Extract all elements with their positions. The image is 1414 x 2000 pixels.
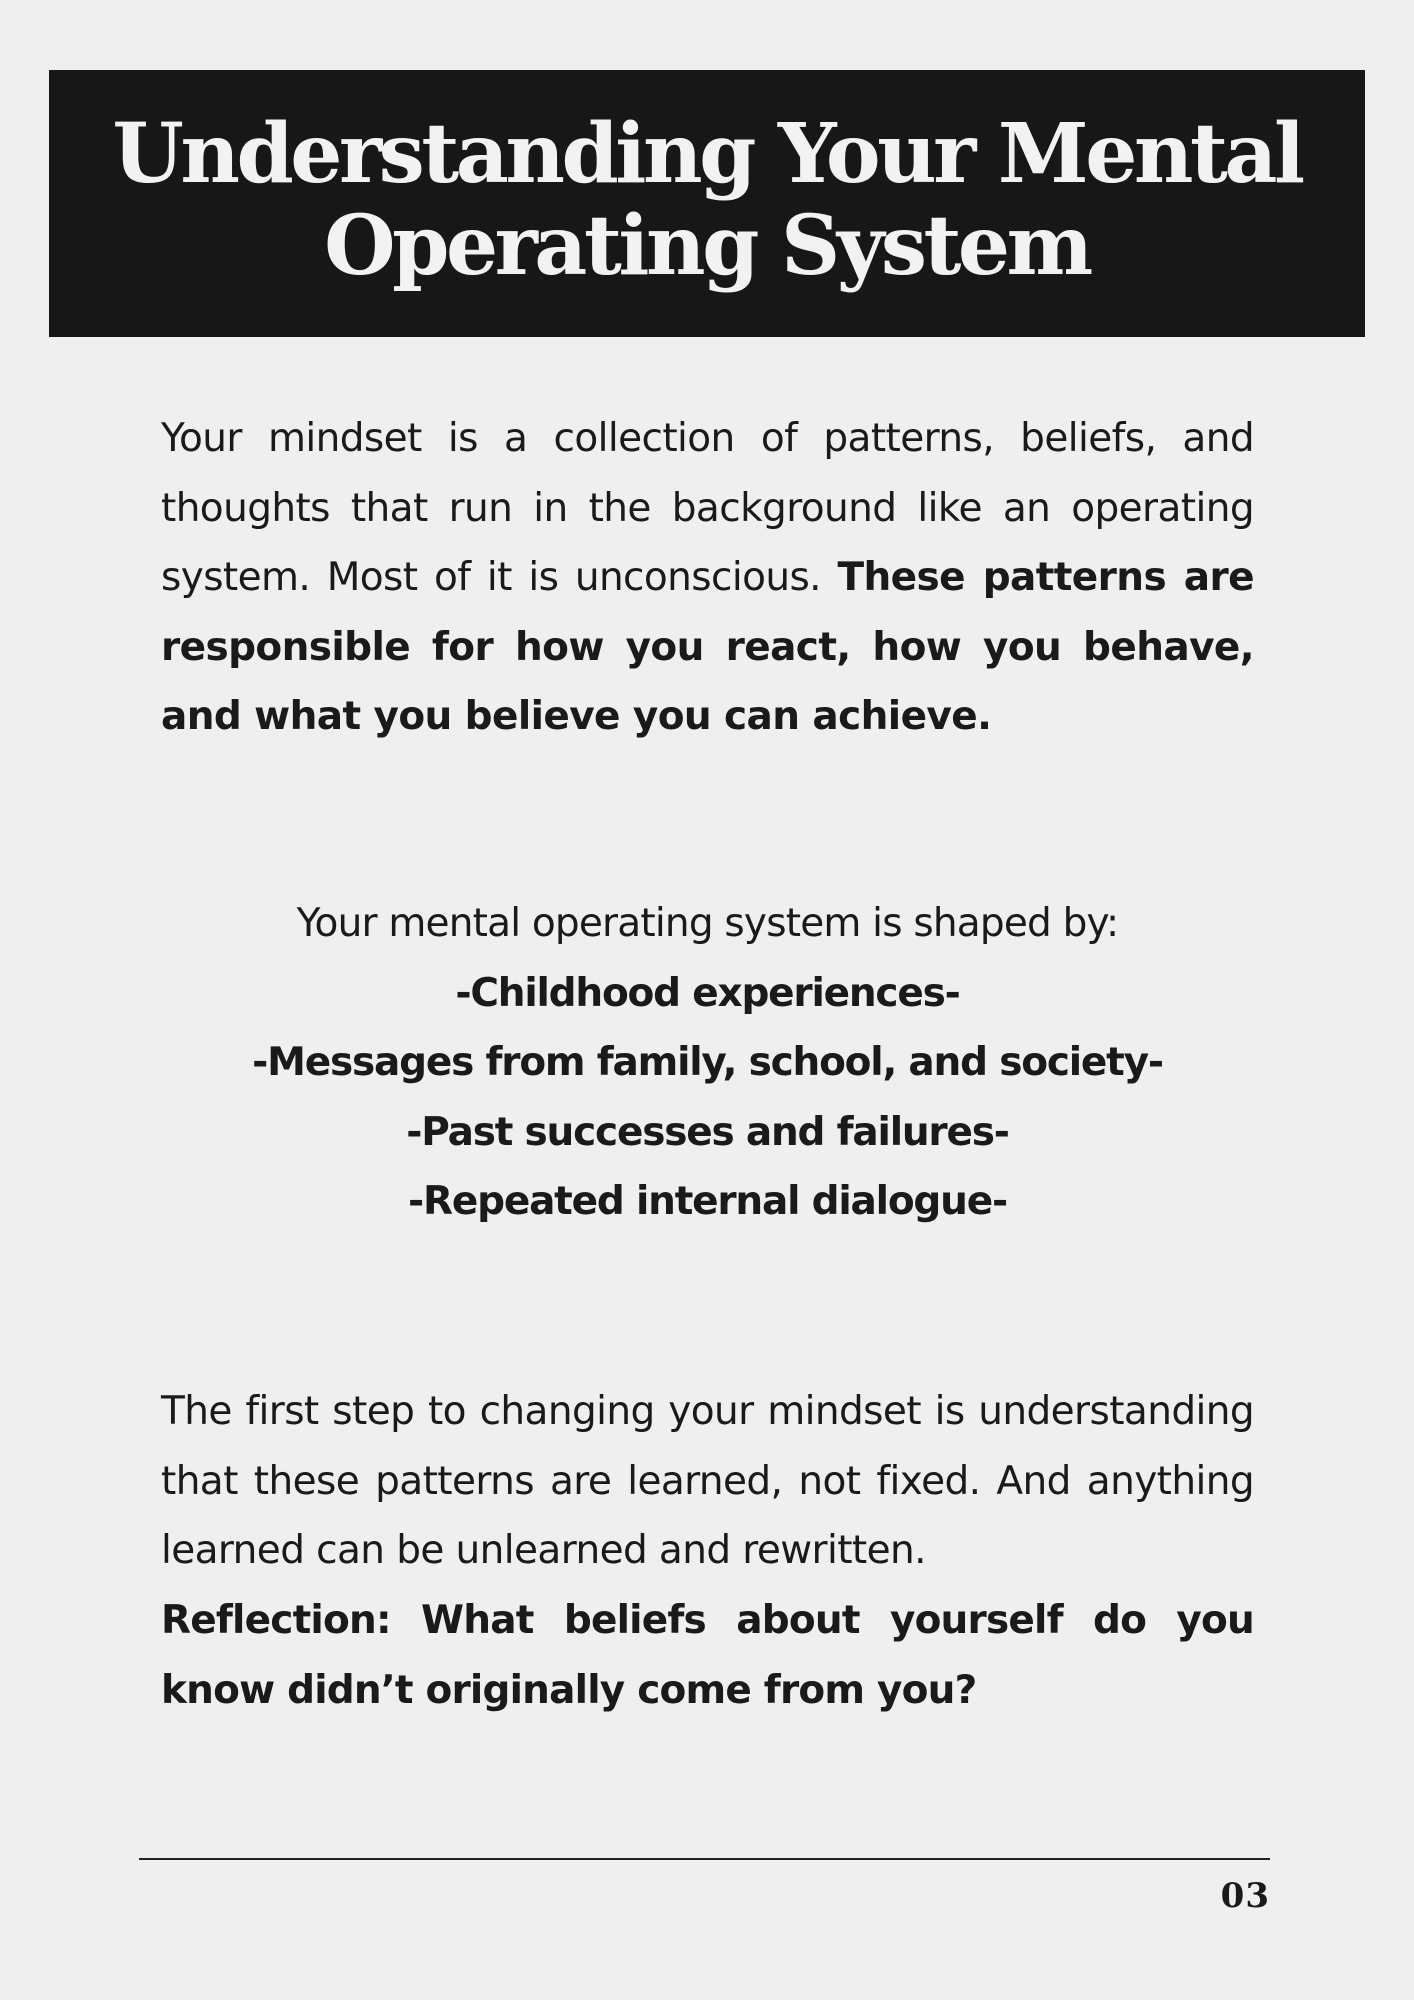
footer-divider	[139, 1858, 1270, 1860]
list-item-label: Past successes and failures	[421, 1109, 994, 1155]
shaped-by-heading: Your mental operating system is shaped by:	[296, 901, 1119, 946]
list-item	[161, 1098, 1254, 1168]
closing-paragraph: The first step to changing your mindset is understanding that these patterns are learned, not fixed. And anything learned can be unlearned and rewritten.	[161, 1389, 1254, 1573]
dash-left: -	[406, 1109, 422, 1155]
page-title-line-2: Operating System	[324, 197, 1090, 294]
list-item-label: Messages from family, school, and society	[267, 1040, 1148, 1085]
intro-paragraph	[161, 404, 1254, 752]
list-item-label: Repeated internal dialogue	[423, 1179, 992, 1224]
shaped-by-list	[161, 889, 1254, 1237]
list-item	[161, 1167, 1254, 1237]
dash-left: -	[455, 970, 471, 1016]
page-number: 03	[1220, 1876, 1270, 1916]
list-item	[161, 1028, 1254, 1098]
dash-right: -	[993, 1109, 1009, 1155]
dash-right: -	[944, 970, 960, 1016]
reflection-question: Reflection: What beliefs about yourself do you know didn’t originally come from you?	[161, 1598, 1254, 1713]
list-item	[161, 959, 1254, 1029]
dash-left: -	[252, 1040, 268, 1085]
dash-right: -	[991, 1179, 1007, 1224]
intro-text: Your mindset is a collection of patterns, beliefs, and thoughts that run in the background like an operating system. Most of it is unconscious.	[161, 416, 1254, 600]
intro-emphasis: These patterns are responsible for how you react, how you behave, and what you believe you can achieve.	[161, 555, 1254, 739]
title-banner	[49, 70, 1365, 337]
page-title-line-1: Understanding Your Mental	[112, 105, 1302, 202]
dash-left: -	[408, 1179, 424, 1224]
dash-right: -	[1147, 1040, 1163, 1085]
list-item-label: Childhood experiences	[470, 970, 945, 1016]
